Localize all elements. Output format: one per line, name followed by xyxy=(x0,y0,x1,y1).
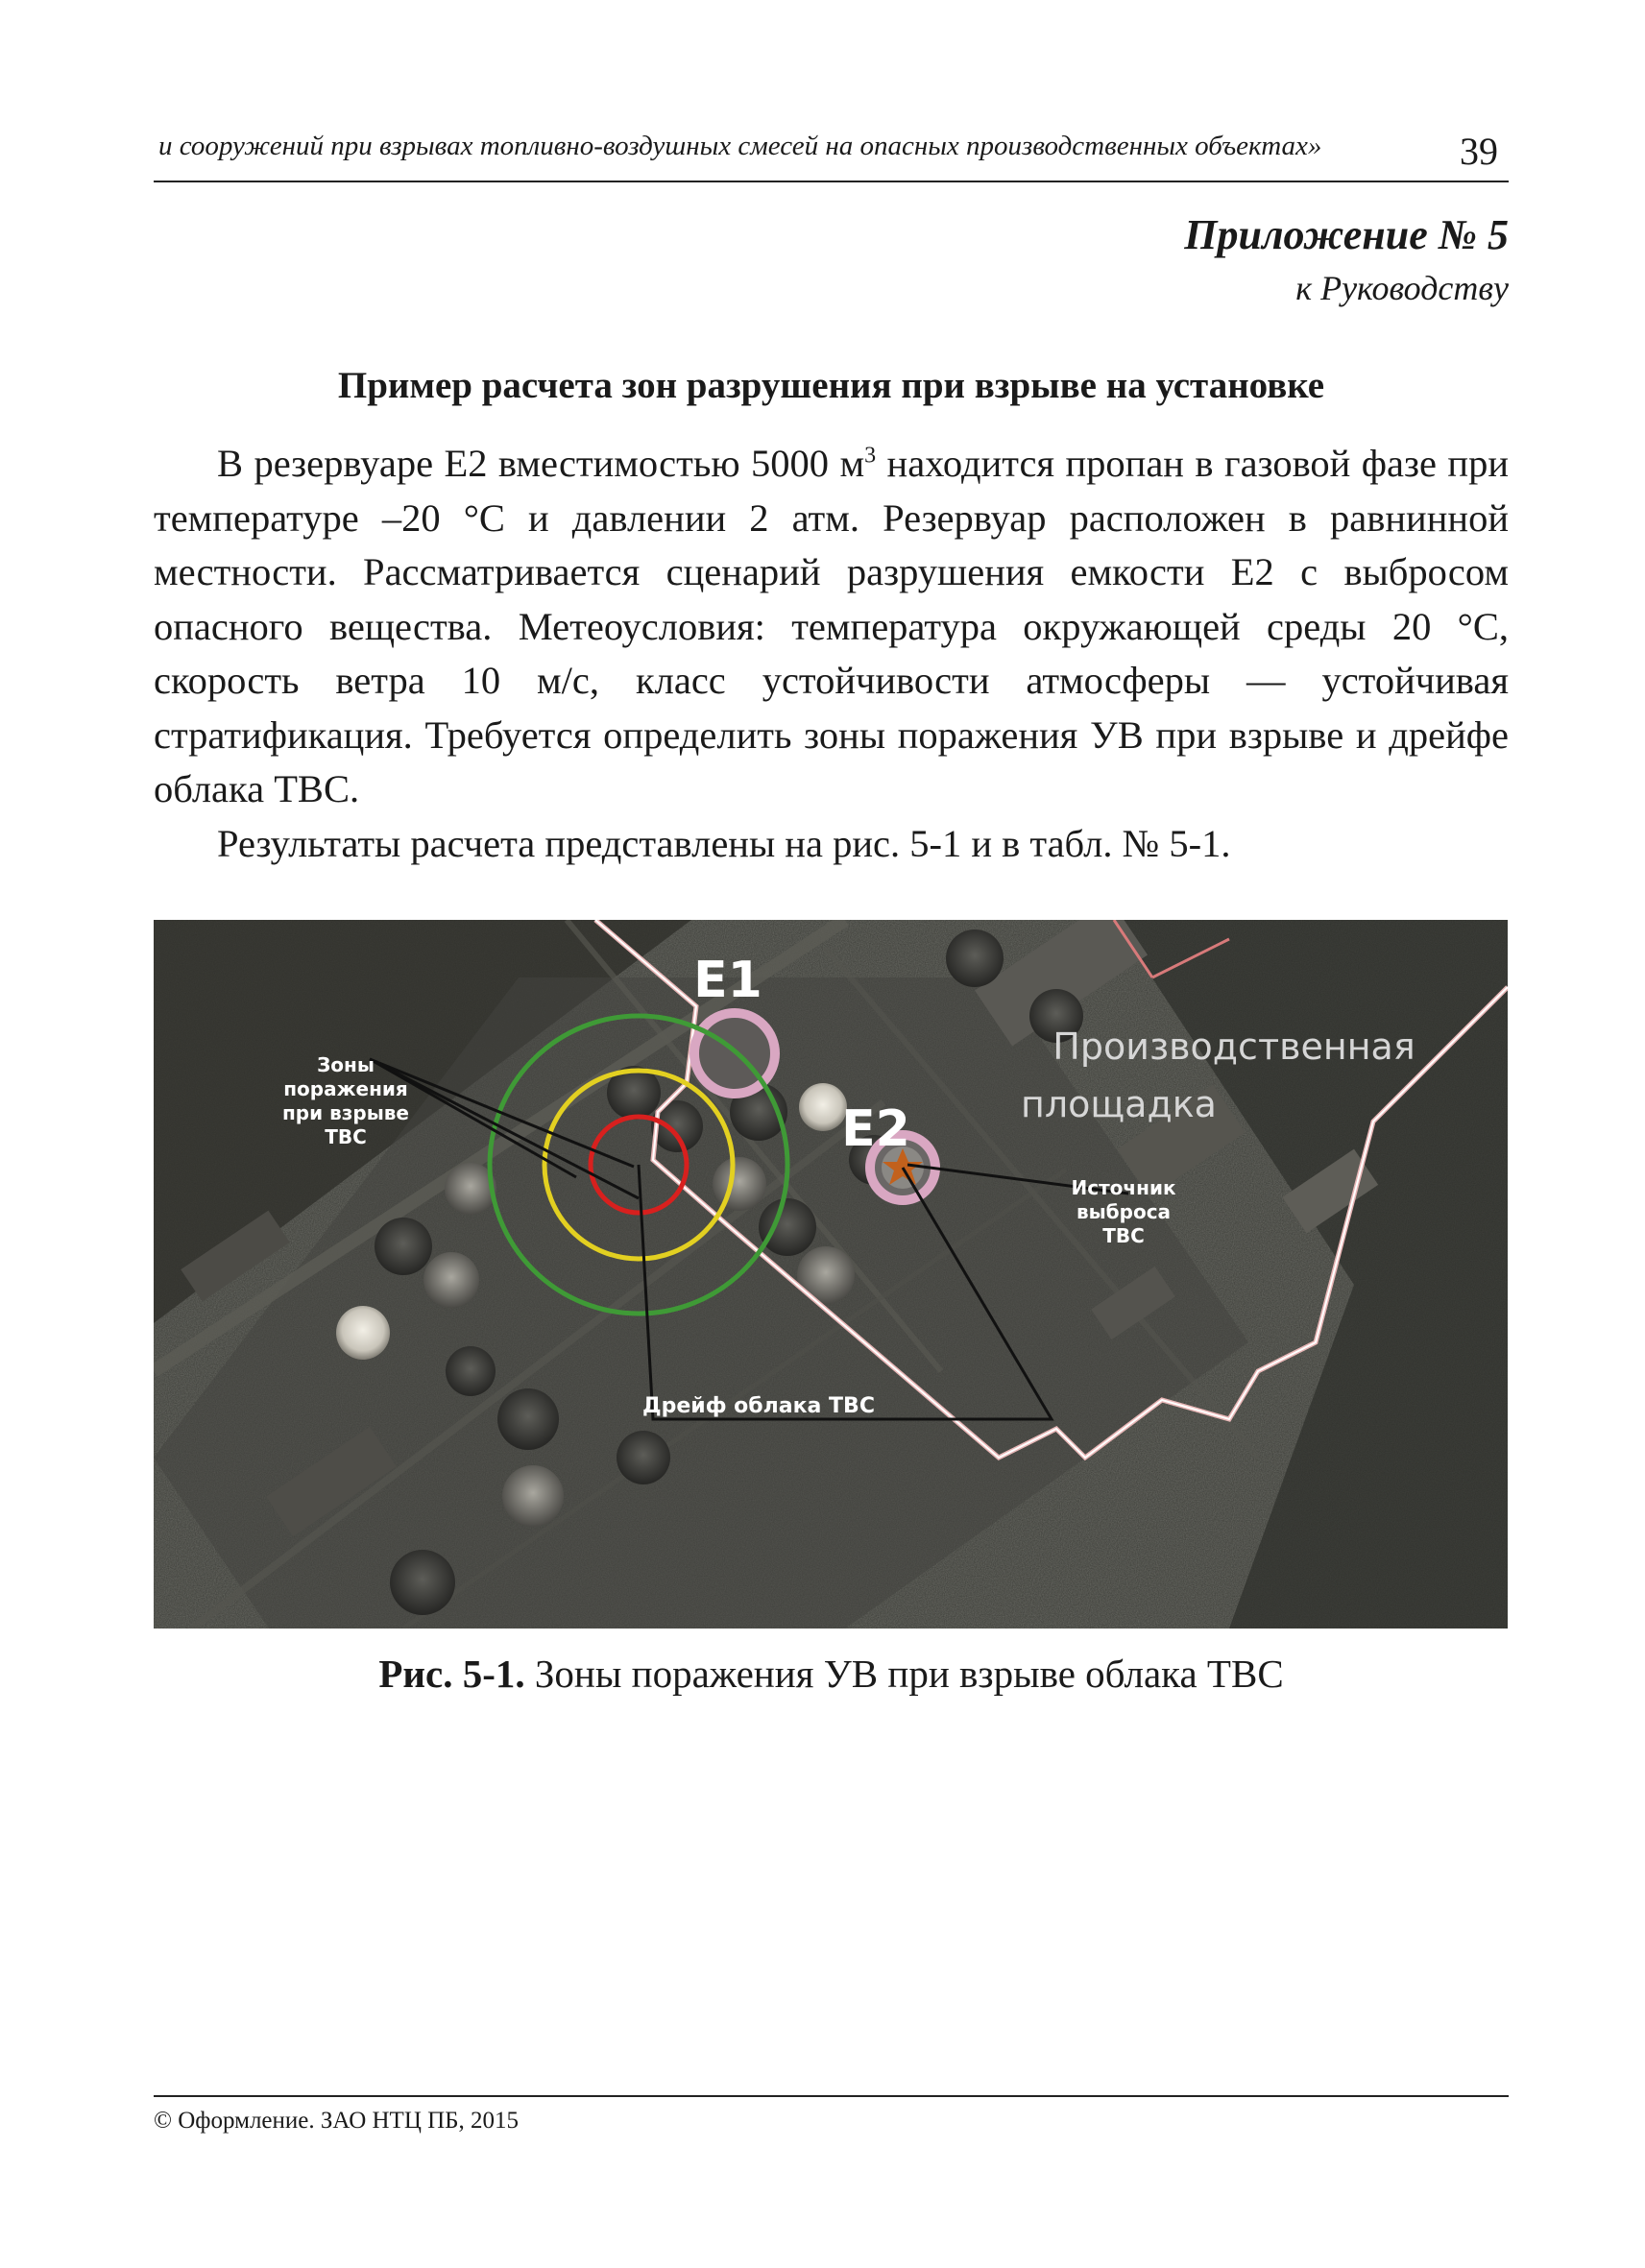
label-zones-line4: ТВС xyxy=(325,1125,367,1148)
storage-tank xyxy=(759,1198,816,1256)
storage-tank xyxy=(502,1465,564,1527)
label-zones-line1: Зоны xyxy=(317,1053,375,1076)
appendix-subtitle: к Руководству xyxy=(1295,269,1509,307)
label-e2: E2 xyxy=(841,1100,910,1158)
storage-tank xyxy=(390,1550,455,1615)
storage-tank xyxy=(336,1306,390,1360)
storage-tank xyxy=(446,1346,496,1396)
storage-tank xyxy=(617,1431,670,1484)
caption-text: Зоны поражения УВ при взрыве облака ТВС xyxy=(524,1652,1284,1696)
page-number: 39 xyxy=(1460,130,1498,173)
footer-rule xyxy=(154,2095,1509,2097)
label-drift: Дрейф облака ТВС xyxy=(642,1394,875,1418)
label-zones-line3: при взрыве xyxy=(281,1101,410,1124)
superscript-cubic: 3 xyxy=(864,443,877,469)
storage-tank xyxy=(423,1252,479,1308)
figure-satellite-map xyxy=(154,920,1508,1629)
header-rule xyxy=(154,181,1509,182)
storage-tank xyxy=(497,1388,559,1450)
footer-copyright: © Оформление. ЗАО НТЦ ПБ, 2015 xyxy=(154,2108,520,2134)
appendix-title: Приложение № 5 xyxy=(1184,211,1509,258)
paragraph-1-start: В резервуаре Е2 вместимостью 5000 м xyxy=(217,442,865,485)
section-title: Пример расчета зон разрушения при взрыве на установке xyxy=(337,365,1325,406)
running-header: и сооружений при взрывах топливно-воздушных смесей на опасных производственных объектах» xyxy=(158,131,1322,161)
storage-tank xyxy=(946,929,1004,987)
appendix-block xyxy=(1184,206,1509,312)
storage-tank xyxy=(713,1157,766,1211)
label-source-line1: Источник xyxy=(1071,1176,1176,1199)
label-zones-line2: поражения xyxy=(283,1077,408,1100)
paragraph-1-rest: находится пропан в газовой фазе при температуре –20 °С и давлении 2 атм. Резервуар расположен в равнинной местности. Рассматривается сценарий разрушения емкости Е2 с выбросом опасного вещества. Метеоусловия: температура окружающей среды 20 °С, скорость ветра 10 м/с, класс устойчивости атмосферы — устойчивая стратификация. Требуется определить зоны поражения УВ при взрыве и дрейфе облака ТВС. xyxy=(154,442,1509,810)
caption-label: Рис. 5-1. xyxy=(378,1652,525,1696)
storage-tank xyxy=(375,1218,432,1275)
label-source-line2: выброса xyxy=(1076,1200,1172,1223)
paragraph-2: Результаты расчета представлены на рис. 5-1 и в табл. № 5-1. xyxy=(217,821,1231,865)
label-e1: E1 xyxy=(693,952,762,1009)
figure-caption xyxy=(154,1647,1509,1701)
label-site-line1: Производственная xyxy=(1052,1025,1415,1068)
label-source-line3: ТВС xyxy=(1102,1224,1145,1247)
storage-tank xyxy=(799,1083,847,1131)
body-text xyxy=(154,437,1509,871)
paragraph-1 xyxy=(154,437,1509,817)
label-site-line2: площадка xyxy=(1021,1083,1217,1125)
